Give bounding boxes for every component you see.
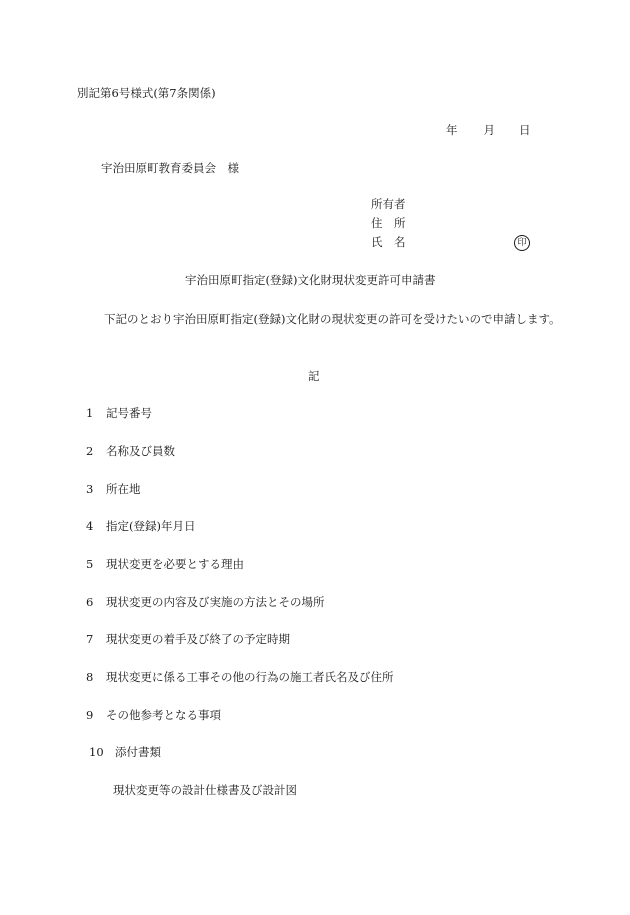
- item-number: 3: [86, 482, 94, 496]
- attachment-note: 現状変更等の設計仕様書及び設計図: [113, 783, 297, 797]
- list-item: [86, 557, 244, 571]
- list-item: [86, 482, 141, 496]
- applicant-name: 氏 名: [371, 235, 406, 249]
- item-number: 6: [86, 595, 94, 609]
- list-item: [86, 406, 152, 420]
- date-day: 日: [519, 123, 531, 137]
- item-label: 現状変更の内容及び実施の方法とその場所: [106, 595, 325, 609]
- date-year: 年: [446, 123, 458, 137]
- item-label: 記号番号: [106, 406, 152, 420]
- date-line: [446, 123, 531, 137]
- list-item: [86, 632, 290, 646]
- item-label: その他参考となる事項: [106, 708, 221, 722]
- date-month: 月: [483, 123, 495, 137]
- item-label: 所在地: [106, 482, 141, 496]
- applicant-owner: 所有者: [371, 197, 406, 211]
- item-number: 10: [89, 745, 104, 759]
- item-label: 指定(登録)年月日: [106, 519, 196, 533]
- item-label: 現状変更の着手及び終了の予定時期: [106, 632, 290, 646]
- ki-heading: 記: [308, 369, 320, 383]
- item-number: 7: [86, 632, 94, 646]
- list-item: [86, 519, 195, 533]
- list-item: [89, 745, 161, 759]
- list-item: [86, 595, 325, 609]
- item-number: 8: [86, 670, 94, 684]
- item-number: 4: [86, 519, 94, 533]
- list-item: [86, 708, 221, 722]
- document-title: 宇治田原町指定(登録)文化財現状変更許可申請書: [185, 273, 436, 287]
- item-label: 添付書類: [115, 745, 161, 759]
- item-number: 2: [86, 444, 94, 458]
- seal-mark: 印: [514, 235, 530, 251]
- applicant-address: 住 所: [371, 216, 406, 230]
- list-item: [86, 444, 175, 458]
- item-label: 現状変更に係る工事その他の行為の施工者氏名及び住所: [106, 670, 394, 684]
- item-number: 5: [86, 557, 94, 571]
- form-label: 別記第6号様式(第7条関係): [77, 86, 216, 100]
- item-label: 現状変更を必要とする理由: [106, 557, 244, 571]
- item-label: 名称及び員数: [106, 444, 175, 458]
- item-number: 9: [86, 708, 94, 722]
- item-number: 1: [86, 406, 94, 420]
- body-text: 下記のとおり宇治田原町指定(登録)文化財の現状変更の許可を受けたいので申請します。: [104, 312, 561, 326]
- applicant-block: [371, 197, 527, 254]
- addressee: 宇治田原町教育委員会 様: [101, 161, 239, 175]
- list-item: [86, 670, 394, 684]
